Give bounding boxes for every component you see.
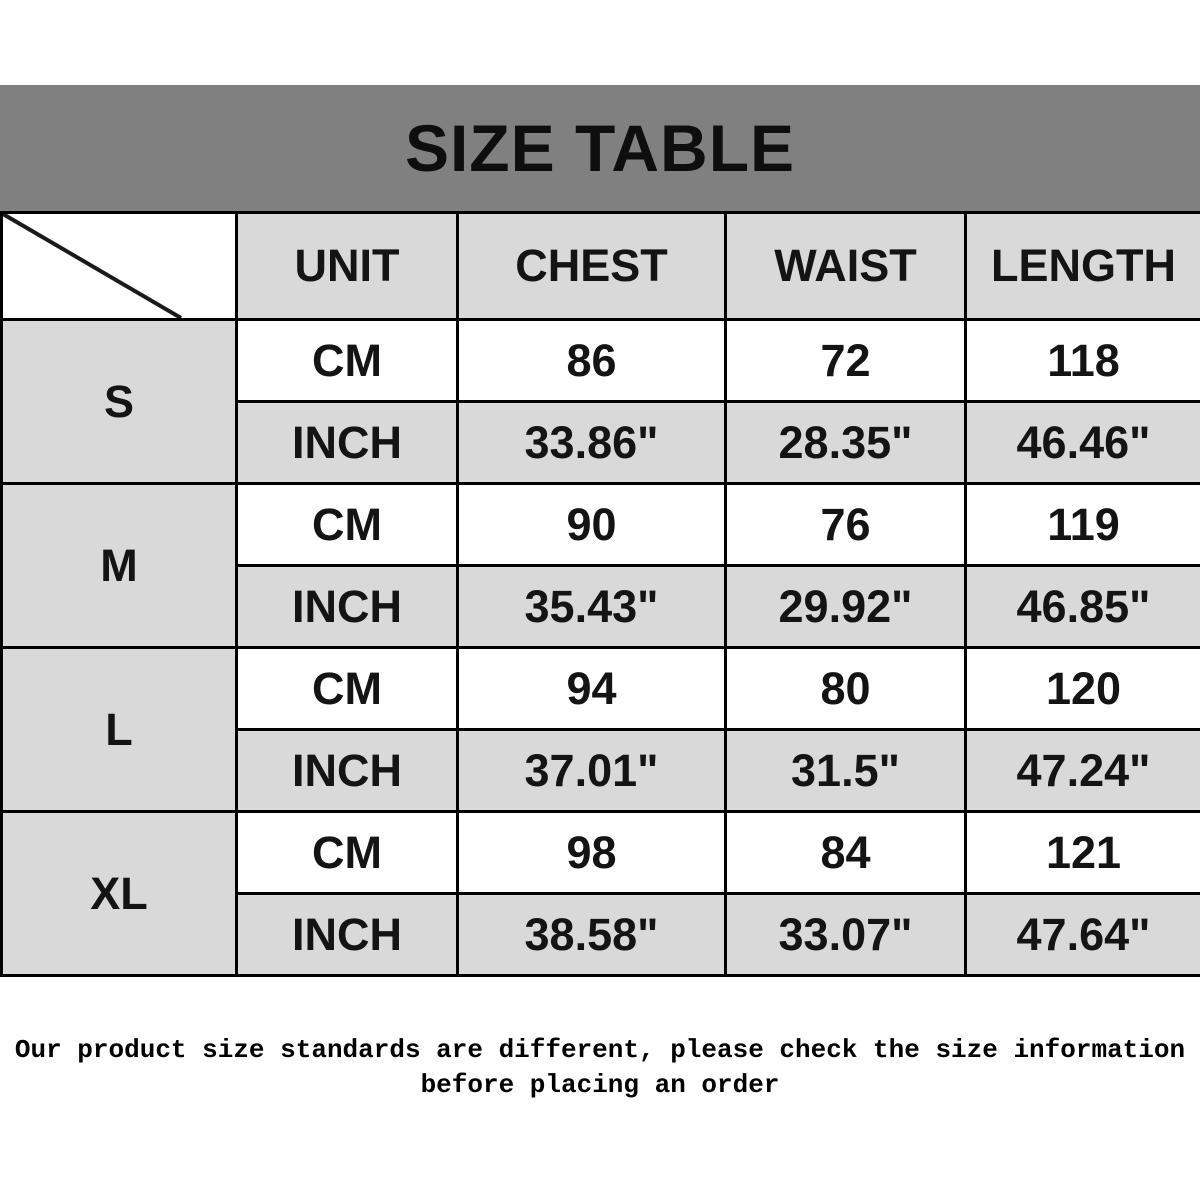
column-header-unit: UNIT (237, 213, 458, 320)
value-s-inch-length: 46.46" (966, 402, 1200, 484)
value-xl-inch-chest: 38.58" (458, 894, 726, 976)
size-label-xl: XL (2, 812, 237, 976)
value-m-cm-length: 119 (966, 484, 1200, 566)
size-label-l: L (2, 648, 237, 812)
value-s-cm-chest: 86 (458, 320, 726, 402)
value-xl-cm-chest: 98 (458, 812, 726, 894)
table-row-s-cm (2, 320, 1200, 402)
value-s-cm-waist: 72 (726, 320, 966, 402)
table-row-l-cm (2, 648, 1200, 730)
value-l-cm-chest: 94 (458, 648, 726, 730)
unit-cell-m-cm: CM (237, 484, 458, 566)
value-m-inch-chest: 35.43" (458, 566, 726, 648)
footer-note-line2: before placing an order (420, 1070, 780, 1101)
table-row-m-cm (2, 484, 1200, 566)
unit-cell-l-inch: INCH (237, 730, 458, 812)
size-label-s: S (2, 320, 237, 484)
value-l-inch-waist: 31.5" (726, 730, 966, 812)
unit-cell-l-cm: CM (237, 648, 458, 730)
title-bar (0, 85, 1200, 211)
value-xl-inch-waist: 33.07" (726, 894, 966, 976)
corner-cell (2, 213, 237, 320)
page-title: SIZE TABLE (404, 111, 796, 185)
table-header-row (2, 213, 1200, 320)
value-xl-cm-waist: 84 (726, 812, 966, 894)
value-xl-inch-length: 47.64" (966, 894, 1200, 976)
value-m-cm-chest: 90 (458, 484, 726, 566)
value-l-inch-chest: 37.01" (458, 730, 726, 812)
value-m-inch-waist: 29.92" (726, 566, 966, 648)
diagonal-line (3, 214, 235, 318)
value-s-inch-chest: 33.86" (458, 402, 726, 484)
unit-cell-m-inch: INCH (237, 566, 458, 648)
table-row-xl-cm (2, 812, 1200, 894)
unit-cell-s-inch: INCH (237, 402, 458, 484)
value-m-cm-waist: 76 (726, 484, 966, 566)
size-table (0, 211, 1200, 977)
column-header-waist: WAIST (726, 213, 966, 320)
value-xl-cm-length: 121 (966, 812, 1200, 894)
size-label-m: M (2, 484, 237, 648)
value-s-inch-waist: 28.35" (726, 402, 966, 484)
value-l-cm-waist: 80 (726, 648, 966, 730)
unit-cell-xl-inch: INCH (237, 894, 458, 976)
footer-note (0, 1033, 1200, 1103)
value-s-cm-length: 118 (966, 320, 1200, 402)
value-l-inch-length: 47.24" (966, 730, 1200, 812)
column-header-length: LENGTH (966, 213, 1200, 320)
footer-note-line1: Our product size standards are different, please check the size information (14, 1035, 1186, 1065)
value-l-cm-length: 120 (966, 648, 1200, 730)
column-header-chest: CHEST (458, 213, 726, 320)
unit-cell-s-cm: CM (237, 320, 458, 402)
unit-cell-xl-cm: CM (237, 812, 458, 894)
value-m-inch-length: 46.85" (966, 566, 1200, 648)
